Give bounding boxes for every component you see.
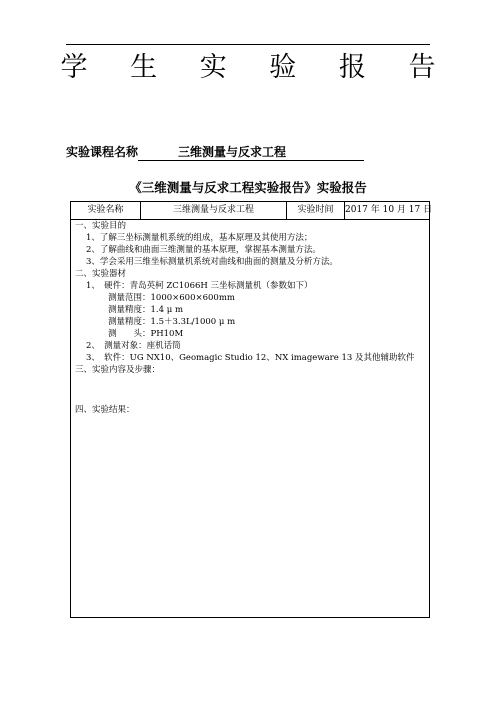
header-rule — [66, 44, 430, 45]
experiment-name-value: 三维测量与反求工程 — [141, 202, 287, 219]
equipment-param: 测量范围：1000×600×600mm — [108, 293, 235, 303]
purpose-item: 2、了解曲线和曲面三维测量的基本原理，掌握基本测量方法。 — [86, 245, 321, 255]
experiment-time-label: 实验时间 — [287, 202, 345, 219]
equipment-object: 2、 测量对象：座机话筒 — [86, 341, 181, 351]
equipment-hardware: 1、 硬件：青岛英柯 ZC1066H 三坐标测量机（参数如下） — [86, 281, 313, 291]
course-name-label: 实验课程名称 — [66, 145, 139, 159]
table-header-row — [71, 202, 433, 220]
experiment-name-label: 实验名称 — [71, 202, 141, 219]
report-heading: 《三维测量与反求工程实验报告》实验报告 — [129, 180, 367, 195]
report-table — [70, 201, 433, 618]
equipment-param: 测 头：PH10M — [108, 329, 184, 339]
equipment-param: 测量精度：1.4 μ m — [108, 305, 184, 315]
purpose-item: 3、学会采用三维坐标测量机系统对曲线和曲面的测量及分析方法。 — [86, 257, 338, 267]
page-title: 学 生 实 验 报 告 — [60, 52, 453, 83]
course-name-value: 三维测量与反求工程 — [138, 144, 364, 161]
equipment-software: 3、 软件：UG NX10、Geomagic Studio 12、NX imageware 13 及其他辅助软件 — [86, 353, 415, 363]
section-content-title: 三、实验内容及步骤： — [75, 365, 161, 375]
purpose-item: 1、了解三坐标测量机系统的组成，基本原理及其使用方法； — [86, 233, 313, 243]
section-result-title: 四、实验结果： — [75, 405, 135, 415]
equipment-param: 测量精度：1.5＋3.3L/1000 μ m — [108, 317, 236, 327]
section-purpose-title: 一、实验目的 — [75, 221, 127, 231]
course-name-line — [66, 144, 364, 161]
section-equipment-title: 二、实验器材 — [75, 269, 127, 279]
experiment-time-value: 2017 年 10 月 17 日 — [345, 205, 433, 215]
